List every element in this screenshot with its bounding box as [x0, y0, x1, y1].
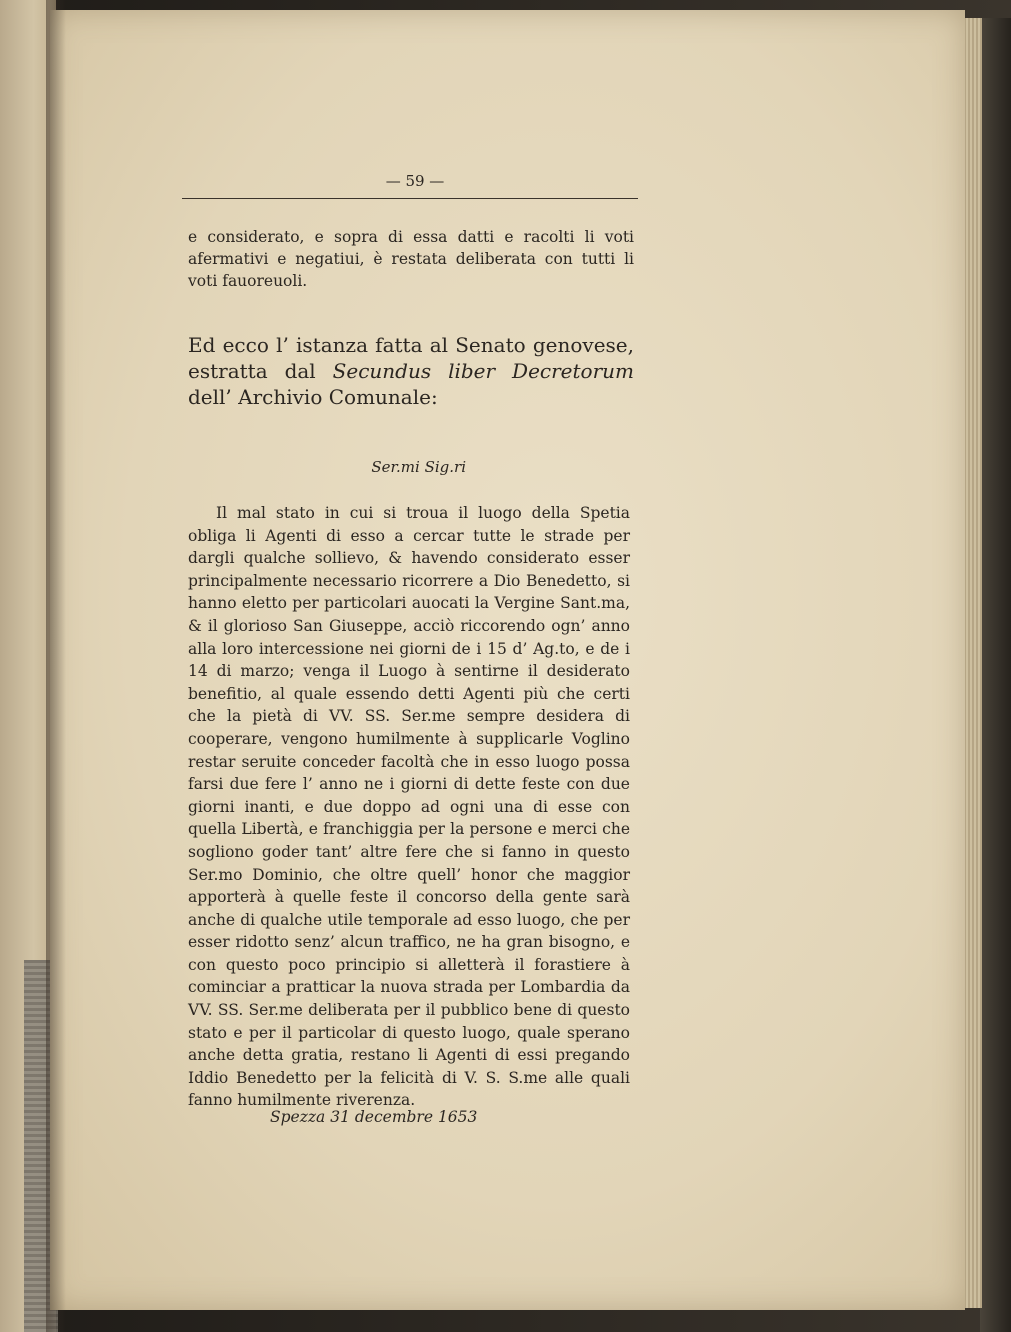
header-rule [182, 198, 638, 199]
opening-paragraph: e considerato, e sopra di essa datti e racolti li voti afermativi e negatiui, è restata deliberata con tutti li voti fauoreuoli. [188, 228, 634, 290]
intro-text-part1: Ed ecco l’ istanza fatta al Senato genovese, estratta dal [188, 333, 634, 383]
letter-body: Il mal stato in cui si troua il luogo della Spetia obliga li Agenti di esso a cercar tutte le strade per dargli qualche sollievo, & havendo considerato esser principalmente necessario ricorrere a Dio Benedetto, si hanno eletto per particolari auocati la Vergine Sant.ma, & il glorioso San Giuseppe, acciò riccorendo ogn’ anno alla loro intercessione nei giorni de i 15 d’ Ag.to, e de i 14 di marzo; venga il Luogo à sentirne il desiderato benefitio, al quale essendo detti Agenti più che certi che la pietà di VV. SS. Ser.me sempre desidera di cooperare, vengono humilmente à supplicarle Voglino restar seruite conceder facoltà che in esso luogo possa farsi due fere l’ anno ne i giorni di dette feste con due giorni inanti, e due doppo ad ogni una di esse con quella Libertà, e franchiggia per la persone e merci che sogliono goder tant’ altre fere che si fanno in questo Ser.mo Dominio, che oltre quell’ honor che maggior apporterà à quelle feste il concorso della gente sarà anche di qualche utile temporale ad esso luogo, che per esser ridotto senz’ alcun traffico, ne ha gran bisogno, e con questo poco principio si alletterà il forastiere à cominciar a pratticar la nuova strada per Lombardia da VV. SS. Ser.me deliberata per il pubblico bene di questo stato e per il particolar di questo luogo, quale sperano anche detta gratia, restano li Agenti di essi pregando Iddio Benedetto per la felicità di V. S. S.me alle quali fanno humilmente riverenza. [188, 504, 630, 1110]
intro-text-part2: dell’ Archivio Comunale: [188, 385, 438, 409]
spine-shadow [46, 0, 66, 1332]
page-number: — 59 — [385, 172, 445, 190]
intro-paragraph [188, 332, 634, 410]
intro-italic-title: Secundus liber Decretorum [332, 359, 634, 383]
book-edge-shadow [980, 18, 1011, 1332]
salutation: Ser.mi Sig.ri [371, 458, 466, 476]
closing-date: Spezza 31 decembre 1653 [270, 1108, 478, 1126]
